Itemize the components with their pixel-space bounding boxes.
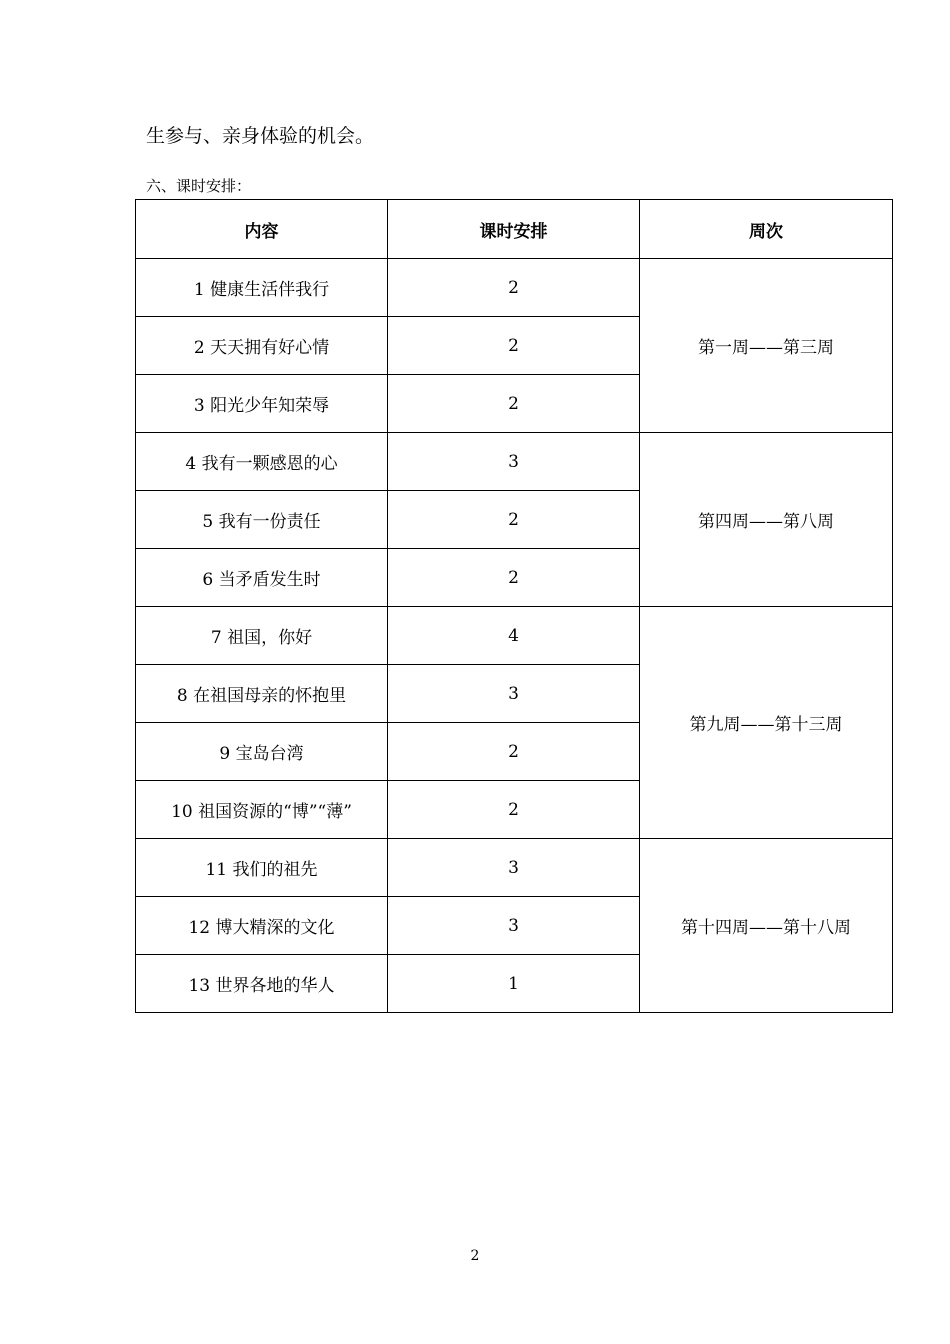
section-heading: 六、课时安排： (146, 177, 252, 195)
cell-hours: 2 (388, 723, 640, 781)
cell-content: 2 天天拥有好心情 (136, 317, 388, 375)
cell-content: 13 世界各地的华人 (136, 955, 388, 1013)
cell-hours: 4 (388, 607, 640, 665)
page-number: 2 (470, 1248, 480, 1264)
header-content: 内容 (136, 200, 388, 259)
cell-content: 5 我有一份责任 (136, 491, 388, 549)
cell-content: 4 我有一颗感恩的心 (136, 433, 388, 491)
cell-hours: 3 (388, 433, 640, 491)
body-paragraph: 生参与、亲身体验的机会。 (146, 125, 375, 147)
cell-content: 6 当矛盾发生时 (136, 549, 388, 607)
cell-hours: 2 (388, 375, 640, 433)
cell-content: 11 我们的祖先 (136, 839, 388, 897)
cell-content: 12 博大精深的文化 (136, 897, 388, 955)
cell-hours: 2 (388, 549, 640, 607)
cell-hours: 2 (388, 259, 640, 317)
table-row (136, 839, 893, 897)
schedule-body (136, 259, 893, 1013)
cell-hours: 3 (388, 897, 640, 955)
header-hours: 课时安排 (388, 200, 640, 259)
table-row (136, 259, 893, 317)
cell-hours: 2 (388, 781, 640, 839)
cell-content: 10 祖国资源的“博”“薄” (136, 781, 388, 839)
cell-content: 7 祖国，你好 (136, 607, 388, 665)
table-row (136, 607, 893, 665)
cell-weeks: 第十四周——第十八周 (640, 839, 893, 1013)
cell-hours: 2 (388, 491, 640, 549)
cell-hours: 1 (388, 955, 640, 1013)
cell-weeks: 第九周——第十三周 (640, 607, 893, 839)
table-header-row (136, 200, 893, 259)
cell-hours: 2 (388, 317, 640, 375)
header-weeks: 周次 (640, 200, 893, 259)
table-row (136, 433, 893, 491)
cell-content: 1 健康生活伴我行 (136, 259, 388, 317)
cell-content: 9 宝岛台湾 (136, 723, 388, 781)
cell-weeks: 第一周——第三周 (640, 259, 893, 433)
cell-weeks: 第四周——第八周 (640, 433, 893, 607)
cell-hours: 3 (388, 665, 640, 723)
cell-content: 8 在祖国母亲的怀抱里 (136, 665, 388, 723)
cell-hours: 3 (388, 839, 640, 897)
schedule-table (135, 199, 893, 1013)
cell-content: 3 阳光少年知荣辱 (136, 375, 388, 433)
